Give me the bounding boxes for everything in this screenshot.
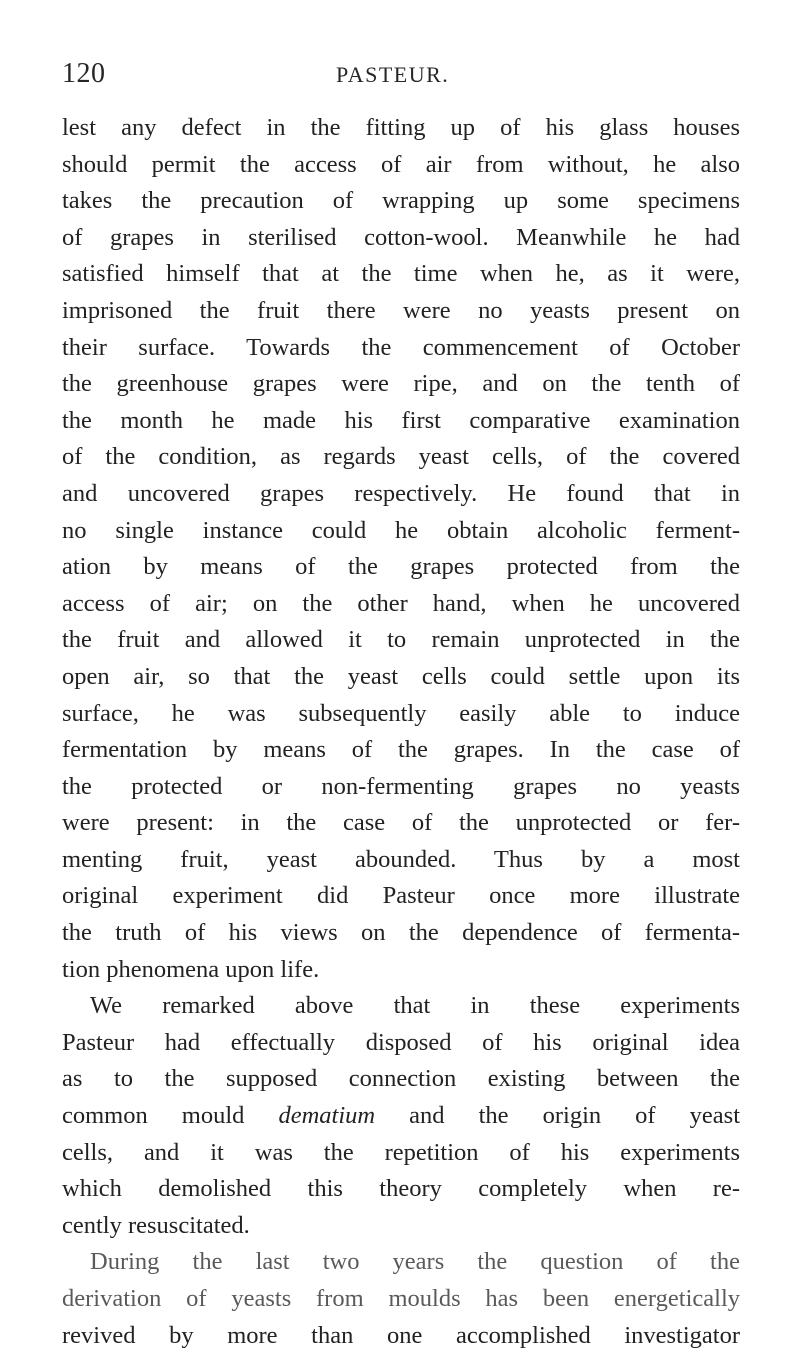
page-number: 120 bbox=[62, 58, 106, 89]
text-line: surface, he was subsequently easily able to induce bbox=[62, 699, 740, 727]
text-line: the fruit and allowed it to remain unprotected in the bbox=[62, 626, 740, 654]
text-line: and uncovered grapes respectively. He found that in bbox=[62, 479, 740, 507]
text-line: imprisoned the fruit there were no yeasts present on bbox=[62, 296, 740, 324]
text-line-with-italic bbox=[62, 1098, 740, 1135]
text-line: revived by more than one accomplished investigator bbox=[62, 1321, 740, 1349]
text-line: of grapes in sterilised cotton-wool. Meanwhile he had bbox=[62, 223, 740, 251]
body-text bbox=[62, 110, 740, 1354]
text-line: open air, so that the yeast cells could settle upon its bbox=[62, 662, 740, 690]
text-line: menting fruit, yeast abounded. Thus by a most bbox=[62, 845, 740, 873]
text-fragment: and the origin of yeast bbox=[375, 1102, 740, 1130]
text-line: fermentation by means of the grapes. In the case of bbox=[62, 736, 740, 764]
text-line: takes the precaution of wrapping up some specimens bbox=[62, 187, 740, 215]
text-line: the protected or non-fermenting grapes no yeasts bbox=[62, 772, 740, 800]
text-line: tion phenomena upon life. bbox=[62, 955, 320, 983]
text-line: derivation of yeasts from moulds has been energetically bbox=[62, 1285, 740, 1312]
text-line: the greenhouse grapes were ripe, and on the tenth of bbox=[62, 370, 740, 398]
running-title: PASTEUR. bbox=[336, 62, 450, 87]
text-line: the month he made his first comparative examination bbox=[62, 406, 740, 434]
text-line: cells, and it was the repetition of his experiments bbox=[62, 1138, 740, 1166]
text-line: During the last two years the question of the bbox=[90, 1248, 740, 1276]
text-line: ation by means of the grapes protected from the bbox=[62, 553, 740, 581]
text-line: no single instance could he obtain alcoholic ferment- bbox=[62, 516, 740, 544]
text-line: their surface. Towards the commencement of October bbox=[62, 333, 740, 361]
text-line: the truth of his views on the dependence of fermenta- bbox=[62, 919, 740, 947]
text-fragment: common mould bbox=[62, 1102, 279, 1130]
text-line: original experiment did Pasteur once more illustrate bbox=[62, 882, 740, 910]
running-head bbox=[62, 58, 742, 94]
text-line: lest any defect in the fitting up of his glass houses bbox=[62, 114, 740, 141]
text-line: as to the supposed connection existing between the bbox=[62, 1065, 740, 1093]
text-line: cently resuscitated. bbox=[62, 1211, 250, 1239]
text-line: access of air; on the other hand, when he uncovered bbox=[62, 589, 740, 617]
text-line: We remarked above that in these experiments bbox=[90, 992, 740, 1020]
text-line: were present: in the case of the unprotected or fer- bbox=[62, 809, 740, 837]
text-line: Pasteur had effectually disposed of his original idea bbox=[62, 1028, 740, 1056]
text-line: of the condition, as regards yeast cells, of the covered bbox=[62, 443, 740, 471]
text-line: should permit the access of air from without, he also bbox=[62, 150, 740, 178]
text-line: which demolished this theory completely when re- bbox=[62, 1175, 740, 1203]
italic-term: dematium bbox=[278, 1102, 376, 1130]
text-line: satisfied himself that at the time when he, as it were, bbox=[62, 260, 740, 288]
